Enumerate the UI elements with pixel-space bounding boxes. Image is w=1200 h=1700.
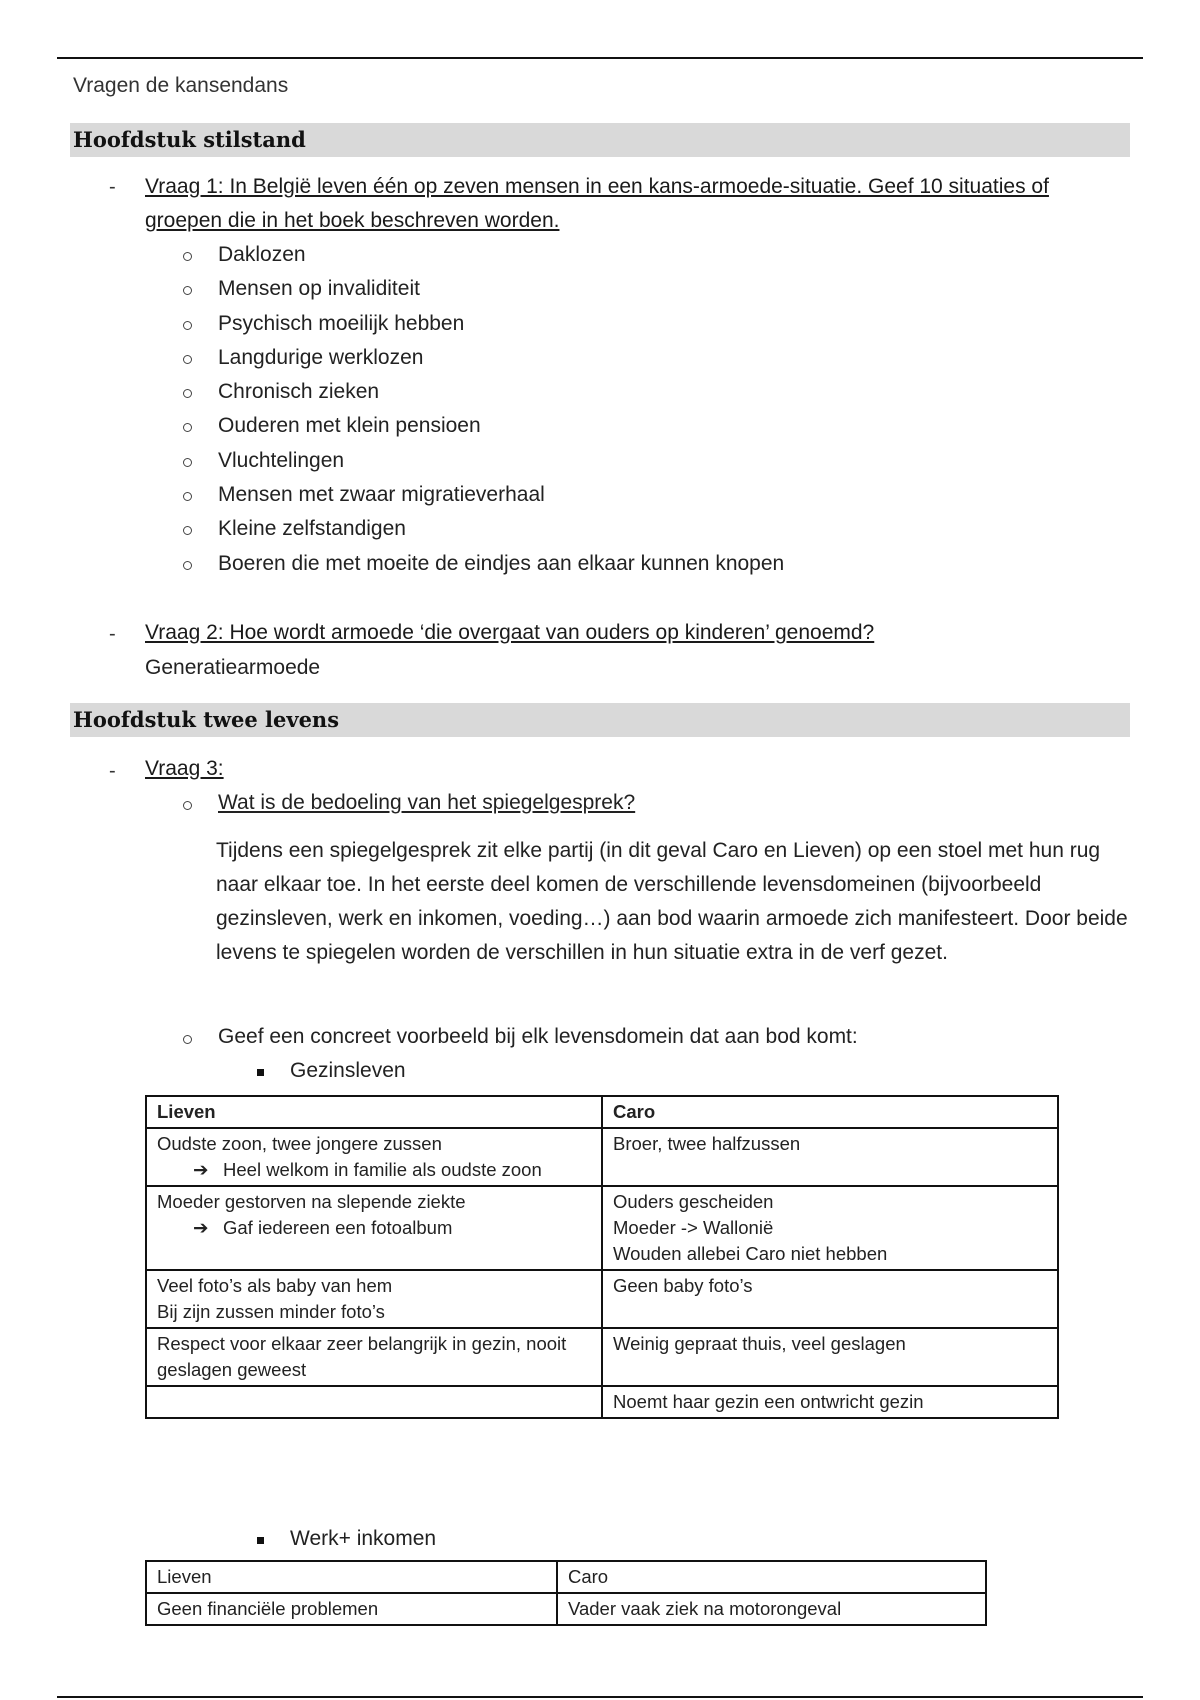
top-rule: [57, 57, 1143, 59]
table-row: [146, 1386, 1058, 1418]
table-row: [146, 1593, 986, 1625]
spiegelgesprek-paragraph: Tijdens een spiegelgesprek zit elke partij (in dit geval Caro en Lieven) op een stoel met hun rug naar elkaar toe. In het eerste deel komen de verschillende levensdomeinen (bijvoorbeeld gezinsleven, werk en inkomen, voeding…) aan bod waarin armoede zich manifesteert. Door beide levens te spiegelen worden de verschillen in hun situatie extra in de verf gezet.: [216, 839, 1128, 964]
column-header-caro: Caro: [557, 1561, 986, 1593]
table-cell: Veel foto’s als baby van hem Bij zijn zussen minder foto’s: [146, 1270, 602, 1328]
list-item: Chronisch zieken: [180, 375, 784, 409]
circle-bullet-icon: [183, 492, 192, 501]
column-header-lieven: Lieven: [146, 1561, 557, 1593]
list-item: Vluchtelingen: [180, 444, 784, 478]
square-bullet-icon: [257, 1069, 264, 1076]
circle-bullet-icon: [183, 355, 192, 364]
question-3-sub-2: Geef een concreet voorbeeld bij elk levensdomein dat aan bod komt:: [218, 1025, 858, 1048]
list-item: Ouderen met klein pensioen: [180, 409, 784, 443]
table-cell: Ouders gescheiden Moeder -> Wallonië Wouden allebei Caro niet hebben: [602, 1186, 1058, 1270]
question-1: Vraag 1: In België leven één op zeven mensen in een kans-armoede-situatie. Geef 10 situaties of groepen die in het boek beschreven worden.: [145, 175, 1049, 232]
dash-bullet: -: [109, 176, 116, 198]
arrow-right-icon: ➔: [193, 1217, 209, 1238]
question-2: Vraag 2: Hoe wordt armoede ‘die overgaat van ouders op kinderen’ genoemd?: [145, 621, 875, 644]
circle-bullet-icon: [183, 286, 192, 295]
list-item: Daklozen: [180, 238, 784, 272]
table-header-row: [146, 1096, 1058, 1128]
question-2-answer: Generatiearmoede: [145, 656, 321, 679]
arrow-right-icon: ➔: [193, 1159, 209, 1180]
dash-bullet: -: [109, 623, 116, 645]
table-cell: [146, 1386, 602, 1418]
circle-bullet-icon: [183, 252, 192, 261]
domain-werk-inkomen-label: Werk+ inkomen: [290, 1527, 437, 1550]
question-3: Vraag 3:: [145, 757, 224, 780]
circle-bullet-icon: [183, 458, 192, 467]
table-header-row: [146, 1561, 986, 1593]
table-row: [146, 1128, 1058, 1186]
arrow-line: ➔ Heel welkom in familie als oudste zoon: [157, 1157, 591, 1183]
list-item: Boeren die met moeite de eindjes aan elkaar kunnen knopen: [180, 547, 784, 581]
circle-bullet-icon: [183, 526, 192, 535]
table-cell: Geen financiële problemen: [146, 1593, 557, 1625]
circle-bullet-icon: [183, 389, 192, 398]
column-header-lieven: Lieven: [146, 1096, 602, 1128]
table-cell: Vader vaak ziek na motorongeval: [557, 1593, 986, 1625]
table-row: [146, 1270, 1058, 1328]
list-item: Kleine zelfstandigen: [180, 512, 784, 546]
table-cell: Moeder gestorven na slepende ziekte ➔ Gaf iedereen een fotoalbum: [146, 1186, 602, 1270]
document-title: Vragen de kansendans: [73, 74, 289, 97]
table-row: [146, 1186, 1058, 1270]
list-item: Mensen op invaliditeit: [180, 272, 784, 306]
circle-bullet-icon: [183, 561, 192, 570]
column-header-caro: Caro: [602, 1096, 1058, 1128]
circle-bullet-icon: [183, 423, 192, 432]
square-bullet-icon: [257, 1537, 264, 1544]
table-cell: Respect voor elkaar zeer belangrijk in gezin, nooit geslagen geweest: [146, 1328, 602, 1386]
domain-gezinsleven-label: Gezinsleven: [290, 1059, 406, 1082]
arrow-line: ➔ Gaf iedereen een fotoalbum: [157, 1215, 591, 1241]
circle-bullet-icon: [183, 1035, 192, 1044]
circle-bullet-icon: [183, 801, 192, 810]
q1-answer-list: [180, 238, 784, 581]
table-row: [146, 1328, 1058, 1386]
gezinsleven-table: [145, 1095, 1059, 1419]
bottom-rule: [57, 1696, 1143, 1698]
table-cell: Broer, twee halfzussen: [602, 1128, 1058, 1186]
werk-inkomen-table: [145, 1560, 987, 1626]
circle-bullet-icon: [183, 321, 192, 330]
section-heading-twee-levens: Hoofdstuk twee levens: [70, 703, 1130, 737]
table-cell: Weinig gepraat thuis, veel geslagen: [602, 1328, 1058, 1386]
table-cell: Geen baby foto’s: [602, 1270, 1058, 1328]
list-item: Mensen met zwaar migratieverhaal: [180, 478, 784, 512]
list-item: Psychisch moeilijk hebben: [180, 307, 784, 341]
dash-bullet: -: [109, 760, 116, 782]
list-item: Langdurige werklozen: [180, 341, 784, 375]
section-heading-stilstand: Hoofdstuk stilstand: [70, 123, 1130, 157]
question-3-sub-1: Wat is de bedoeling van het spiegelgesprek?: [218, 791, 636, 814]
table-cell: Oudste zoon, twee jongere zussen ➔ Heel welkom in familie als oudste zoon: [146, 1128, 602, 1186]
table-cell: Noemt haar gezin een ontwricht gezin: [602, 1386, 1058, 1418]
